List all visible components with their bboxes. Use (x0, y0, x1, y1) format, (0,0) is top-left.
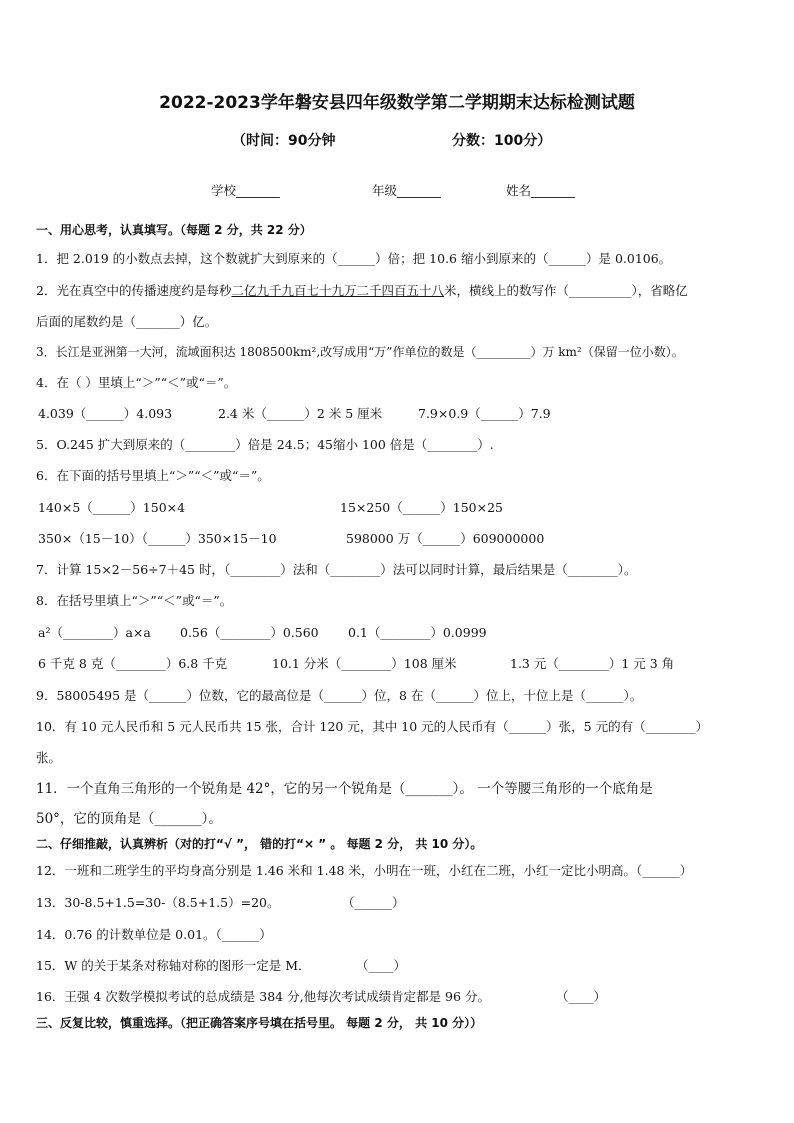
section-2-heading: 二、仔细推敲，认真辨析（对的打“√ ”， 错的打“× ” 。 每题 2 分， 共 10 分）。 (36, 837, 483, 851)
question-2-text-a: 2．光在真空中的传播速度约是每秒 (36, 283, 232, 298)
question-11-continued: 50°，它的顶角是（_______）。 (36, 811, 222, 827)
question-8-item: 0.1（________）0.0999 (348, 625, 487, 640)
question-8-item: a²（________）a×a (38, 625, 151, 640)
name-field: 姓名_______ (506, 183, 575, 198)
question-4-item: 2.4 米（______）2 米 5 厘米 (218, 406, 383, 421)
question-15 (36, 958, 766, 974)
question-16 (36, 989, 766, 1005)
question-4: 4．在（ ）里填上“＞”“＜”或“＝”。 (36, 375, 237, 390)
question-13 (36, 895, 766, 911)
question-6-item: 598000 万（______）609000000 (346, 531, 545, 546)
question-16-blank: （____） (556, 989, 607, 1004)
question-2-text-b: 米，横线上的数写作（__________），省略亿 (443, 283, 688, 298)
section-3-heading: 三、反复比较，慎重选择。（把正确答案序号填在括号里。 每题 2 分， 共 10 分）） (36, 1016, 483, 1030)
question-5: 5．O.245 扩大到原来的（________）倍是 24.5；45缩小 100 倍是（________）. (36, 437, 494, 452)
question-12: 12．一班和二班学生的平均身高分别是 1.46 米和 1.48 米，小明在一班，小红在二班，小红一定比小明高。（______） (36, 863, 693, 878)
question-2 (36, 283, 766, 299)
question-8-item: 6 千克 8 克（________）6.8 千克 (38, 656, 228, 671)
school-field: 学校_______ (211, 183, 280, 198)
question-10: 10．有 10 元人民币和 5 元人民币共 15 张，合计 120 元，其中 10 元的人民币有（______）张，5 元的有（________） (36, 719, 709, 734)
question-10-continued: 张。 (36, 750, 62, 765)
question-15-blank: （____） (356, 958, 407, 973)
question-14: 14．0.76 的计数单位是 0.01。（______） (36, 927, 272, 942)
section-1-heading: 一、用心思考，认真填写。（每题 2 分，共 22 分） (36, 223, 312, 237)
question-15-text: 15．W 的关于某条对称轴对称的图形一定是 M． (36, 958, 311, 973)
exam-title: 2022-2023学年磐安县四年级数学第二学期期末达标检测试题 (159, 93, 635, 113)
question-8-item: 10.1 分米（________）108 厘米 (272, 656, 457, 671)
question-9: 9．58005495 是（______）位数，它的最高位是（______）位，8 在（______）位上，十位上是（______）。 (36, 688, 643, 703)
question-6-item: 15×250（______）150×25 (340, 500, 503, 515)
question-6-item: 140×5（______）150×4 (38, 500, 186, 515)
question-8: 8．在括号里填上“＞”“＜”或“＝”。 (36, 593, 233, 608)
question-4-item: 7.9×0.9（______）7.9 (418, 406, 551, 421)
question-7: 7．计算 15×2－56÷7＋45 时，（________）法和（________）法可以同时计算，最后结果是（________）。 (36, 562, 637, 577)
question-6: 6．在下面的括号里填上“＞”“＜”或“＝”。 (36, 468, 270, 483)
exam-score: 分数：100分） (452, 133, 552, 149)
question-1: 1．把 2.019 的小数点去掉，这个数就扩大到原来的（______）倍；把 10.6 缩小到原来的（______）是 0.0106。 (36, 251, 672, 266)
grade-field: 年级_______ (372, 183, 441, 198)
question-3: 3．长江是亚洲第一大河，流域面积达 1808500km²,改写成用“万”作单位的数是（_________）万 km²（保留一位小数）。 (36, 345, 684, 359)
question-11: 11．一个直角三角形的一个锐角是 42°，它的另一个锐角是（_______）。 一个等腰三角形的一个底角是 (36, 781, 653, 797)
question-6-item: 350×（15－10）（______）350×15－10 (38, 531, 277, 546)
question-16-text: 16．王强 4 次数学模拟考试的总成绩是 384 分,他每次考试成绩肯定都是 96 分。 (36, 989, 490, 1004)
question-2-continued: 后面的尾数约是（_______）亿。 (36, 314, 218, 329)
question-13-blank: （______） (342, 895, 405, 910)
question-2-underlined: 二亿九千九百七十九万二千四百五十八 (231, 283, 444, 298)
question-8-item: 0.56（________）0.560 (180, 625, 319, 640)
question-4-item: 4.039（______）4.093 (38, 406, 173, 421)
question-8-item: 1.3 元（________）1 元 3 角 (510, 656, 675, 671)
question-13-text: 13．30-8.5+1.5=30-（8.5+1.5）=20。 (36, 895, 280, 910)
exam-time: （时间：90分钟 (232, 133, 336, 149)
